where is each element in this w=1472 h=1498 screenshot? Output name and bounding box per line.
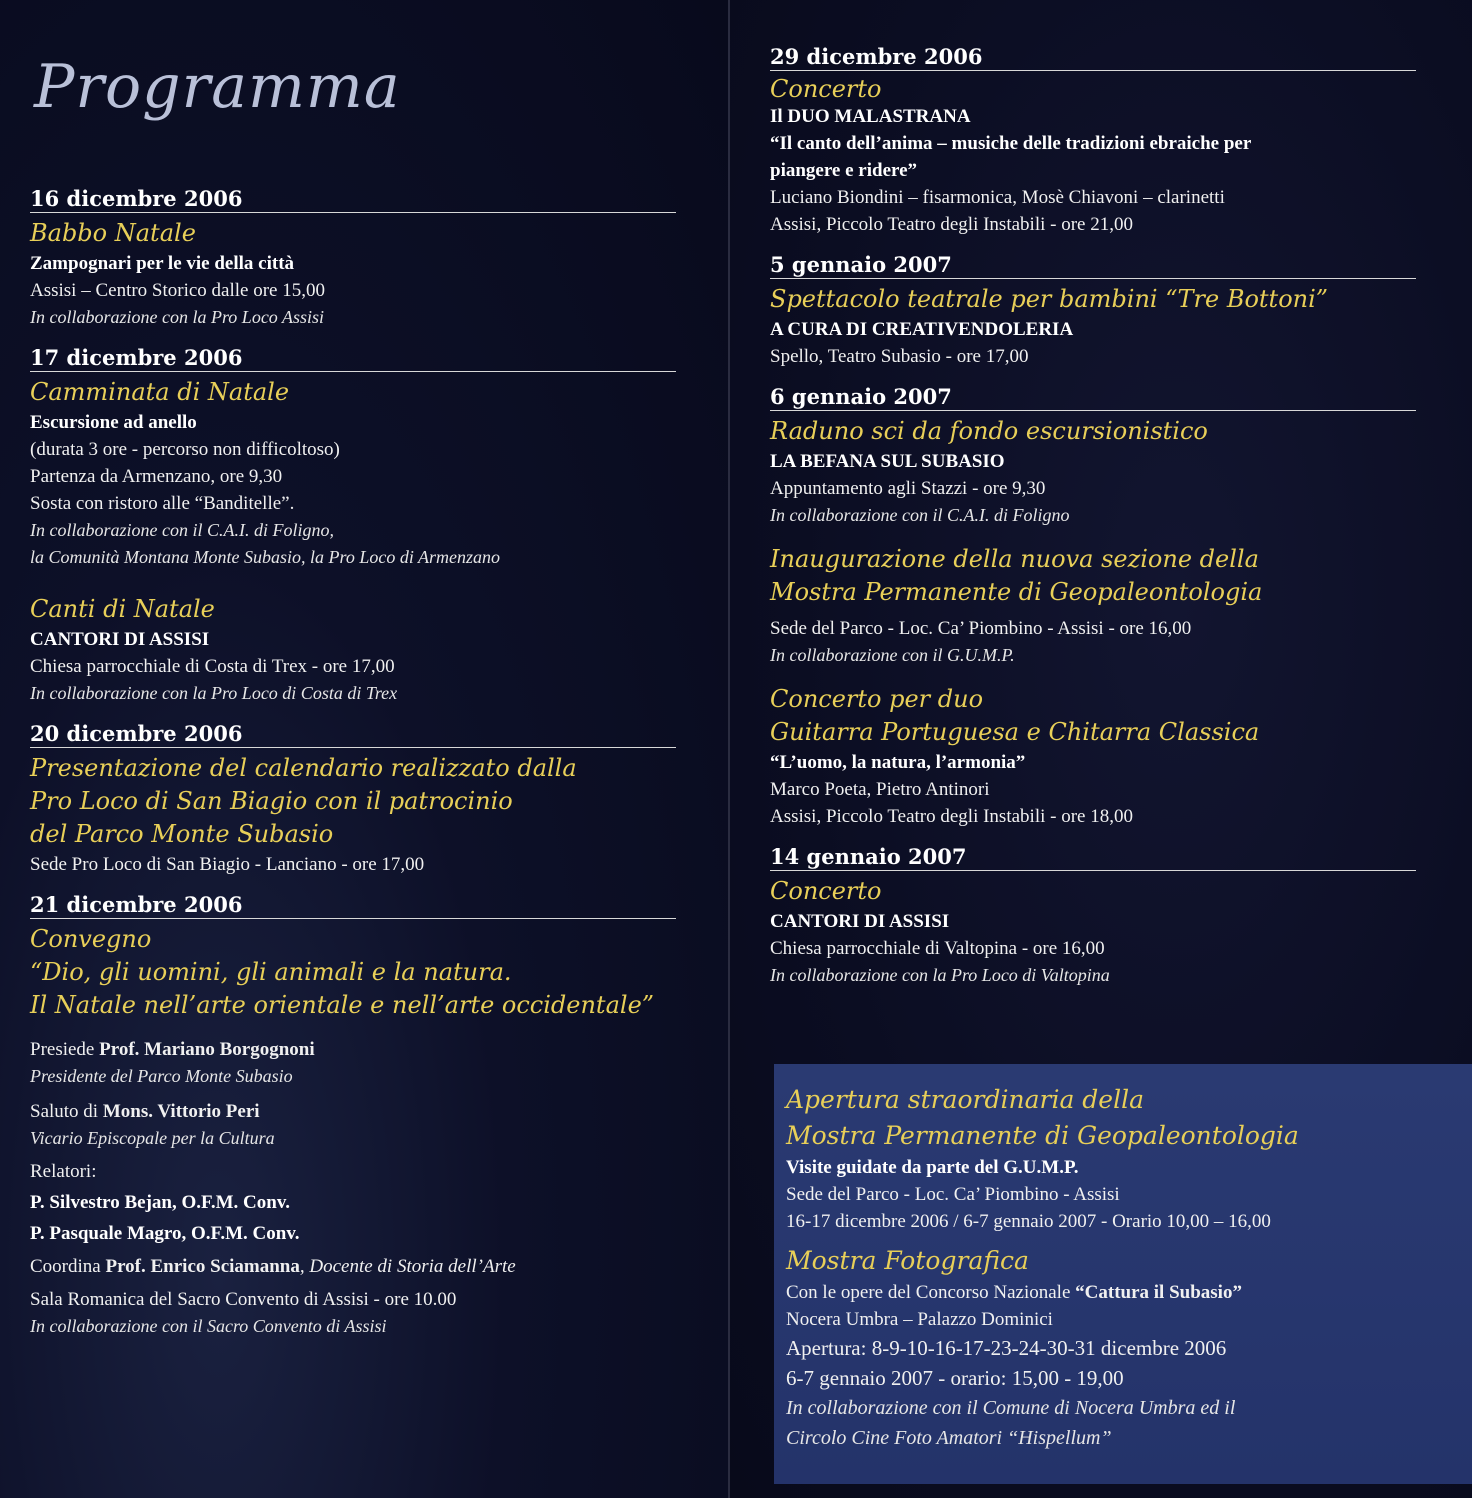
event-note: In collaborazione con la Pro Loco di Costa di Trex bbox=[30, 683, 398, 703]
event-title: Apertura straordinaria della bbox=[786, 1085, 1144, 1114]
event-note: Circolo Cine Foto Amatori “Hispellum” bbox=[786, 1427, 1112, 1449]
event-title: Il Natale nell’arte orientale e nell’arte occidentale” bbox=[30, 991, 655, 1019]
speaker-name: P. Silvestro Bejan, O.F.M. Conv. bbox=[30, 1192, 291, 1213]
speaker-name: P. Pasquale Magro, O.F.M. Conv. bbox=[30, 1223, 300, 1244]
date-heading: 29 dicembre 2006 bbox=[770, 44, 1416, 71]
event-place: Nocera Umbra – Palazzo Dominici bbox=[786, 1309, 1053, 1330]
event-title: Concerto bbox=[770, 877, 882, 905]
event-subtitle: LA BEFANA SUL SUBASIO bbox=[770, 451, 1005, 472]
event-note: In collaborazione con il C.A.I. di Foligno, bbox=[30, 520, 334, 540]
date-heading: 16 dicembre 2006 bbox=[30, 186, 676, 213]
page-title: Programma bbox=[34, 52, 401, 122]
event-subtitle: Escursione ad anello bbox=[30, 412, 197, 433]
event-detail: Sosta con ristoro alle “Banditelle”. bbox=[30, 493, 295, 514]
event-detail: (durata 3 ore - percorso non difficoltoso) bbox=[30, 439, 340, 460]
event-dates: Apertura: 8-9-10-16-17-23-24-30-31 dicembre 2006 bbox=[786, 1336, 1227, 1360]
event-title: Guitarra Portuguesa e Chitarra Classica bbox=[770, 718, 1260, 746]
right-column bbox=[770, 44, 1416, 989]
event-title: Spettacolo teatrale per bambini “Tre Bottoni” bbox=[770, 285, 1329, 313]
event-note: In collaborazione con la Pro Loco Assisi bbox=[30, 307, 324, 327]
event-note: In collaborazione con il G.U.M.P. bbox=[770, 645, 1015, 665]
event-quote: “Il canto dell’anima – musiche delle tradizioni ebraiche per bbox=[770, 133, 1252, 154]
event-subtitle: Il DUO MALASTRANA bbox=[770, 106, 971, 127]
event-title: Presentazione del calendario realizzato dalla bbox=[30, 754, 577, 782]
event-place: Chiesa parrocchiale di Valtopina - ore 16,00 bbox=[770, 938, 1105, 959]
event-title: Canti di Natale bbox=[30, 595, 215, 623]
event-note: In collaborazione con il Sacro Convento di Assisi bbox=[30, 1316, 387, 1336]
right-page bbox=[730, 0, 1472, 1498]
event-title: Mostra Permanente di Geopaleontologia bbox=[786, 1121, 1299, 1150]
event-detail: Luciano Biondini – fisarmonica, Mosè Chiavoni – clarinetti bbox=[770, 187, 1225, 208]
event-place: Appuntamento agli Stazzi - ore 9,30 bbox=[770, 478, 1046, 499]
event-title: “Dio, gli uomini, gli animali e la natura. bbox=[30, 958, 512, 986]
event-place: Assisi, Piccolo Teatro degli Instabili - ore 21,00 bbox=[770, 214, 1133, 235]
event-title: Raduno sci da fondo escursionistico bbox=[770, 417, 1208, 445]
event-title: Babbo Natale bbox=[30, 219, 196, 247]
event-note: In collaborazione con il Comune di Nocera Umbra ed il bbox=[786, 1397, 1236, 1419]
event-subtitle: Zampognari per le vie della città bbox=[30, 253, 295, 274]
event-title: Pro Loco di San Biagio con il patrocinio bbox=[30, 787, 513, 815]
event-title: Mostra Permanente di Geopaleontologia bbox=[770, 578, 1263, 606]
speaker-line: Presiede Prof. Mariano Borgognoni bbox=[30, 1039, 315, 1060]
speaker-role: Vicario Episcopale per la Cultura bbox=[30, 1128, 275, 1148]
event-title: Concerto per duo bbox=[770, 685, 984, 713]
event-detail: Marco Poeta, Pietro Antinori bbox=[770, 779, 990, 800]
event-quote: piangere e ridere” bbox=[770, 160, 918, 181]
event-place: Sede del Parco - Loc. Ca’ Piombino - Assisi - ore 16,00 bbox=[770, 618, 1192, 639]
event-place: Spello, Teatro Subasio - ore 17,00 bbox=[770, 346, 1029, 367]
event-place: Assisi, Piccolo Teatro degli Instabili - ore 18,00 bbox=[770, 806, 1133, 827]
event-dates: 16-17 dicembre 2006 / 6-7 gennaio 2007 - Orario 10,00 – 16,00 bbox=[786, 1211, 1271, 1232]
event-subtitle: Visite guidate da parte del G.U.M.P. bbox=[786, 1157, 1079, 1178]
event-place: Sala Romanica del Sacro Convento di Assisi - ore 10.00 bbox=[30, 1289, 457, 1310]
event-place: Sede Pro Loco di San Biagio - Lanciano - ore 17,00 bbox=[30, 854, 425, 875]
event-title: Camminata di Natale bbox=[30, 378, 290, 406]
date-heading: 6 gennaio 2007 bbox=[770, 384, 1416, 411]
speakers-label: Relatori: bbox=[30, 1161, 97, 1182]
event-place: Chiesa parrocchiale di Costa di Trex - ore 17,00 bbox=[30, 656, 395, 677]
event-place: Assisi – Centro Storico dalle ore 15,00 bbox=[30, 280, 325, 301]
event-place: Sede del Parco - Loc. Ca’ Piombino - Assisi bbox=[786, 1184, 1120, 1205]
event-title: del Parco Monte Subasio bbox=[30, 820, 334, 848]
event-subtitle: CANTORI DI ASSISI bbox=[30, 629, 210, 650]
event-note: la Comunità Montana Monte Subasio, la Pro Loco di Armenzano bbox=[30, 547, 500, 567]
event-detail: Partenza da Armenzano, ore 9,30 bbox=[30, 466, 283, 487]
event-note: In collaborazione con il C.A.I. di Foligno bbox=[770, 505, 1070, 525]
date-heading: 5 gennaio 2007 bbox=[770, 252, 1416, 279]
event-title: Inaugurazione della nuova sezione della bbox=[770, 545, 1259, 573]
speaker-line: Saluto di Mons. Vittorio Peri bbox=[30, 1101, 260, 1122]
date-heading: 20 dicembre 2006 bbox=[30, 721, 676, 748]
event-title: Concerto bbox=[770, 75, 882, 103]
speaker-role: Presidente del Parco Monte Subasio bbox=[30, 1066, 293, 1086]
event-title: Mostra Fotografica bbox=[786, 1246, 1029, 1275]
date-heading: 17 dicembre 2006 bbox=[30, 345, 676, 372]
highlight-box bbox=[774, 1064, 1472, 1484]
date-heading: 21 dicembre 2006 bbox=[30, 892, 676, 919]
event-subtitle: A CURA DI CREATIVENDOLERIA bbox=[770, 319, 1074, 340]
left-column bbox=[30, 186, 676, 1340]
event-note: In collaborazione con la Pro Loco di Valtopina bbox=[770, 965, 1110, 985]
event-detail: Con le opere del Concorso Nazionale “Cattura il Subasio” bbox=[786, 1282, 1242, 1303]
event-dates: 6-7 gennaio 2007 - orario: 15,00 - 19,00 bbox=[786, 1366, 1124, 1390]
date-heading: 14 gennaio 2007 bbox=[770, 844, 1416, 871]
moderator-line: Coordina Prof. Enrico Sciamanna, Docente di Storia dell’Arte bbox=[30, 1256, 516, 1277]
event-subtitle: CANTORI DI ASSISI bbox=[770, 911, 950, 932]
left-page bbox=[0, 0, 730, 1498]
event-subtitle: “L’uomo, la natura, l’armonia” bbox=[770, 752, 1026, 773]
event-title: Convegno bbox=[30, 925, 152, 953]
